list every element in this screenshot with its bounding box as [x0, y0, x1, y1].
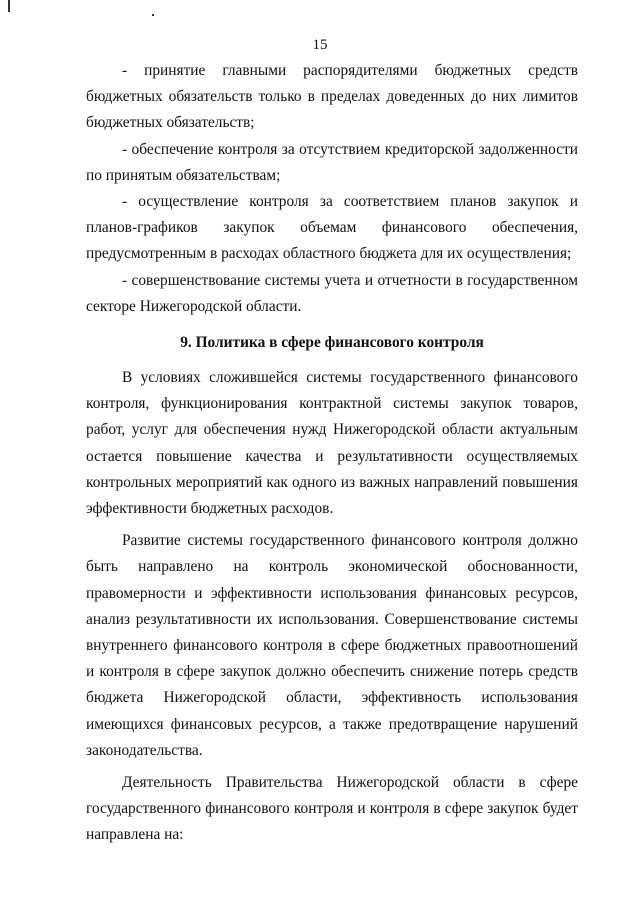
scan-artifact [8, 0, 10, 12]
section-heading: 9. Политика в сфере финансового контроля [180, 334, 484, 351]
bullet-list [86, 58, 578, 320]
paragraph: Развитие системы государственного финансового контроля должно быть направлено на контроль экономической обоснованности, правомерности и эффективности использования финансовых ресурсов, анализ результативности их использования. Совершенствование системы внутреннего финансового контроля в сфере бюджетных правоотношений и контроля в сфере закупок должно обеспечить снижение потерь средств бюджета Нижегородской области, эффективность использования имеющихся финансовых ресурсов, а также предотвращение нарушений законодательства. [86, 532, 578, 759]
paragraph: Деятельность Правительства Нижегородской области в сфере государственного финансового контроля и контроля в сфере закупок будет направлена на: [86, 774, 578, 844]
list-item: - обеспечение контроля за отсутствием кредиторской задолженности по принятым обязательствам; [86, 140, 578, 184]
paragraph: В условиях сложившейся системы государственного финансового контроля, функционирования контрактной системы закупок товаров, работ, услуг для обеспечения нужд Нижегородской области актуальным остается повышение качества и результативности осуществляемых контрольных мероприятий как одного из важных направлений повышения эффективности бюджетных расходов. [86, 369, 578, 518]
page-number: 15 [312, 37, 328, 53]
list-item: - совершенствование системы учета и отчетности в государственном секторе Нижегородской области. [86, 271, 578, 315]
list-item: - принятие главными распорядителями бюджетных средств бюджетных обязательств только в пределах доведенных до них лимитов бюджетных обязательств; [86, 62, 578, 132]
body-text [86, 365, 578, 849]
scan-artifact [152, 14, 154, 16]
list-item: - осуществление контроля за соответствием планов закупок и планов-графиков закупок объемам финансового обеспечения, предусмотренным в расходах областного бюджета для их осуществления; [86, 193, 578, 263]
